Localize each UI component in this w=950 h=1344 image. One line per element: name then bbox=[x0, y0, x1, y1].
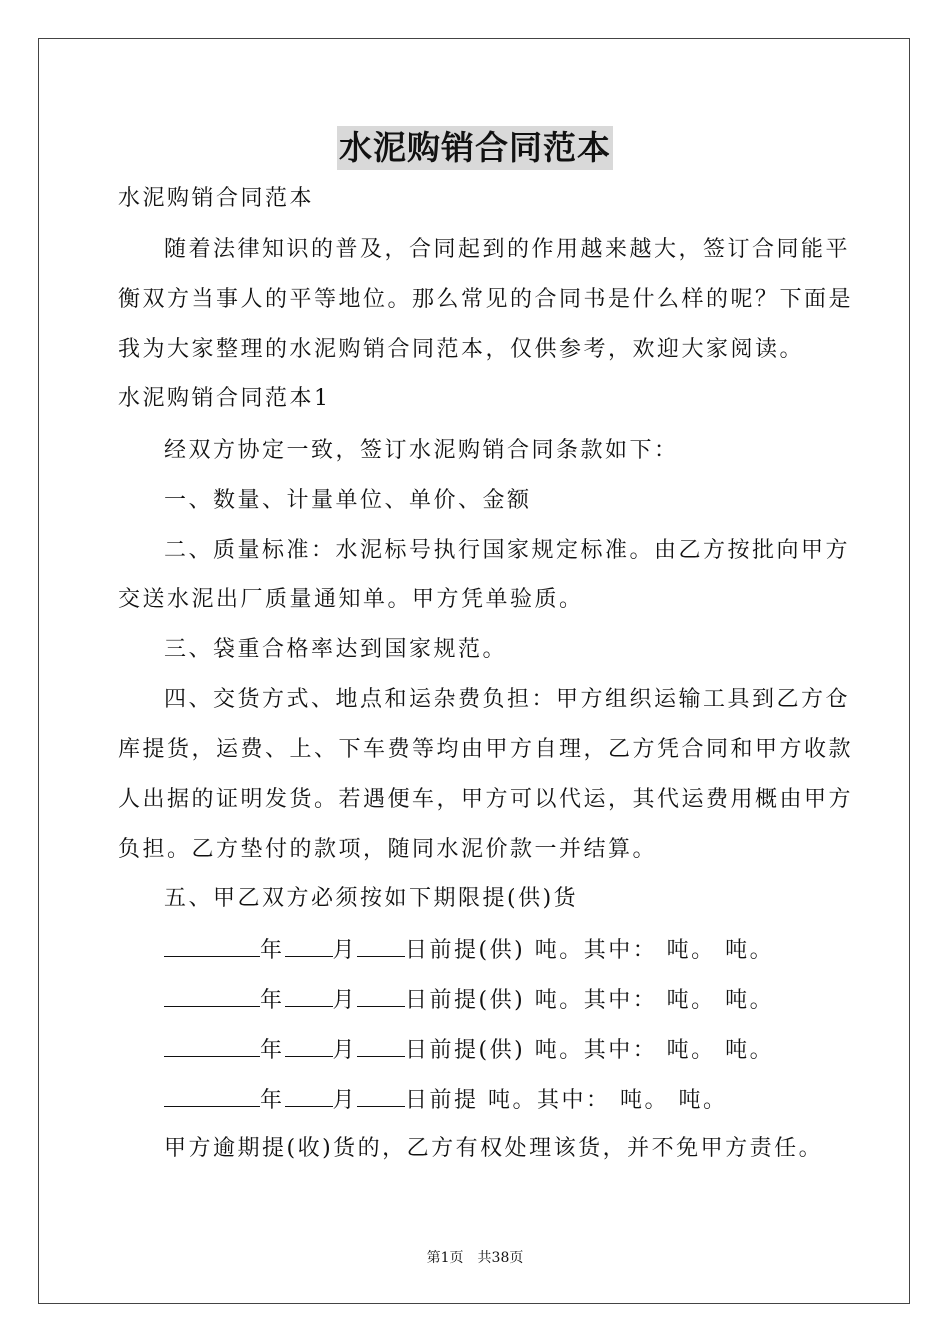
clause-2-line-2: 交送水泥出厂质量通知单。甲方凭单验质。 bbox=[118, 587, 584, 612]
year-blank bbox=[164, 1034, 260, 1057]
month-label: 月 bbox=[332, 938, 358, 963]
intro-line-3: 我为大家整理的水泥购销合同范本，仅供参考，欢迎大家阅读。 bbox=[118, 337, 805, 362]
year-label: 年 bbox=[260, 1038, 285, 1063]
section-heading: 水泥购销合同范本1 bbox=[118, 386, 331, 411]
page-footer: 第1页 共38页 bbox=[426, 1250, 524, 1266]
clause-4-line-3: 人出据的证明发货。若遇便车，甲方可以代运，其代运费用概由甲方 bbox=[118, 787, 854, 812]
closing-clause: 甲方逾期提(收)货的，乙方有权处理该货，并不免甲方责任。 bbox=[164, 1136, 824, 1161]
intro-line-2: 衡双方当事人的平等地位。那么常见的合同书是什么样的呢？下面是 bbox=[118, 287, 854, 312]
year-blank bbox=[164, 984, 260, 1007]
schedule-row-text: 日前提(供) 吨。其中： 吨。 吨。 bbox=[405, 988, 775, 1013]
subtitle: 水泥购销合同范本 bbox=[118, 186, 315, 211]
schedule-row bbox=[164, 1084, 884, 1116]
schedule-row bbox=[164, 934, 884, 966]
intro-line-1: 随着法律知识的普及，合同起到的作用越来越大，签订合同能平 bbox=[164, 237, 851, 262]
schedule-row-text: 日前提 吨。其中： 吨。 吨。 bbox=[405, 1088, 728, 1113]
year-label: 年 bbox=[260, 938, 285, 963]
clause-intro: 经双方协定一致，签订水泥购销合同条款如下： bbox=[164, 438, 679, 463]
clause-1: 一、数量、计量单位、单价、金额 bbox=[164, 488, 532, 513]
year-label: 年 bbox=[260, 988, 285, 1013]
month-label: 月 bbox=[332, 1088, 358, 1113]
month-label: 月 bbox=[332, 988, 358, 1013]
clause-3: 三、袋重合格率达到国家规范。 bbox=[164, 637, 508, 662]
month-blank bbox=[285, 1084, 333, 1107]
year-blank bbox=[164, 1084, 260, 1107]
clause-5: 五、甲乙双方必须按如下期限提(供)货 bbox=[164, 886, 579, 911]
document-title-wrap bbox=[0, 126, 950, 170]
day-blank bbox=[357, 1084, 405, 1107]
year-label: 年 bbox=[260, 1088, 285, 1113]
month-label: 月 bbox=[332, 1038, 358, 1063]
clause-4-line-1: 四、交货方式、地点和运杂费负担：甲方组织运输工具到乙方仓 bbox=[164, 687, 851, 712]
document-title: 水泥购销合同范本 bbox=[337, 126, 613, 170]
year-blank bbox=[164, 934, 260, 957]
clause-2-line-1: 二、质量标准：水泥标号执行国家规定标准。由乙方按批向甲方 bbox=[164, 538, 851, 563]
schedule-row bbox=[164, 984, 884, 1016]
day-blank bbox=[357, 934, 405, 957]
month-blank bbox=[285, 1034, 333, 1057]
day-blank bbox=[357, 1034, 405, 1057]
day-blank bbox=[357, 984, 405, 1007]
clause-4-line-2: 库提货，运费、上、下车费等均由甲方自理，乙方凭合同和甲方收款 bbox=[118, 737, 854, 762]
month-blank bbox=[285, 934, 333, 957]
schedule-row bbox=[164, 1034, 884, 1066]
month-blank bbox=[285, 984, 333, 1007]
clause-4-line-4: 负担。乙方垫付的款项，随同水泥价款一并结算。 bbox=[118, 837, 658, 862]
schedule-row-text: 日前提(供) 吨。其中： 吨。 吨。 bbox=[405, 938, 775, 963]
schedule-row-text: 日前提(供) 吨。其中： 吨。 吨。 bbox=[405, 1038, 775, 1063]
